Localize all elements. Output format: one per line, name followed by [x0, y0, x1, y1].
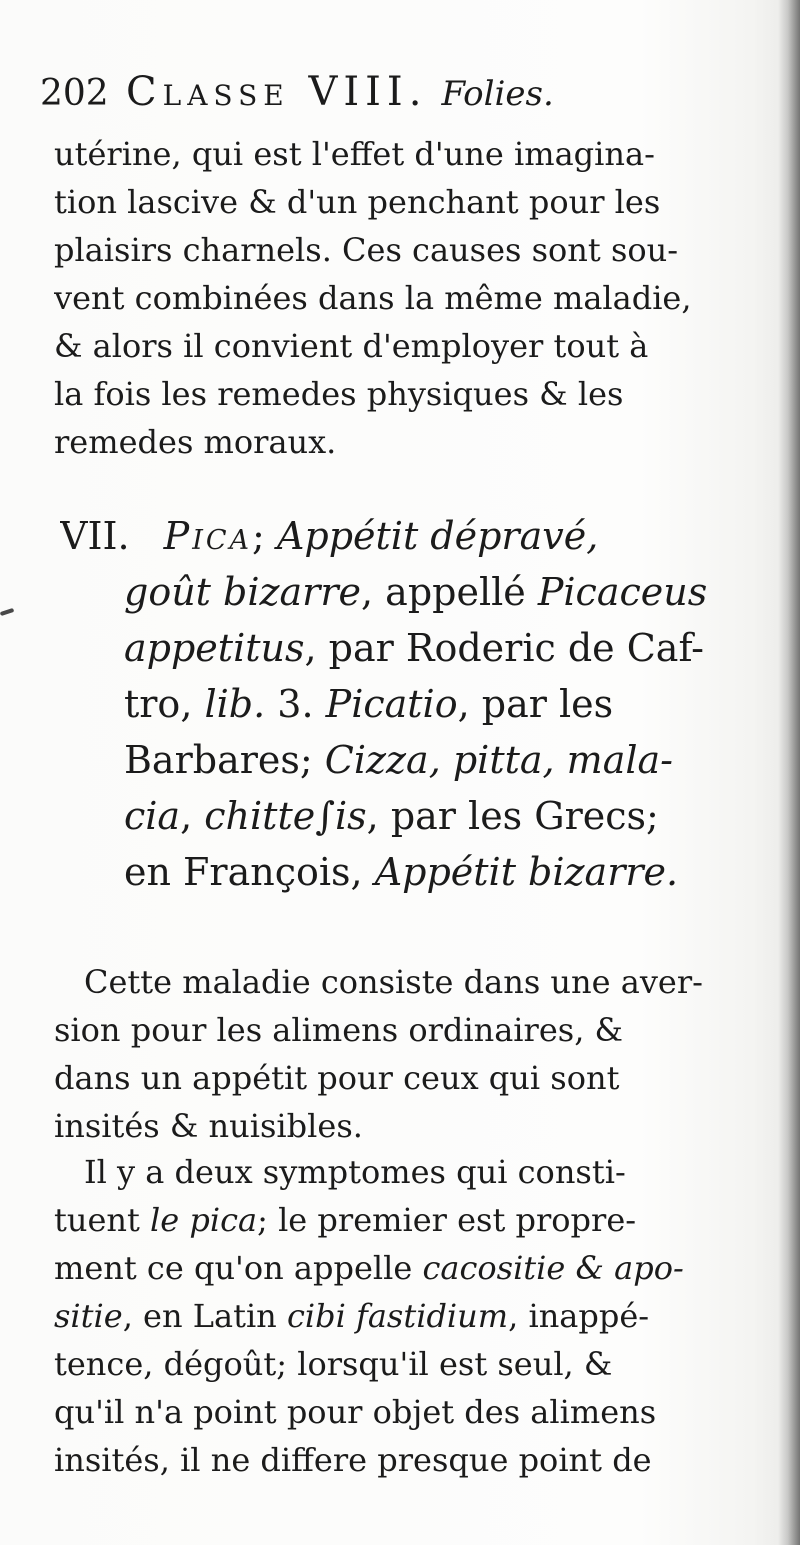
text-line: tion lascive & d'un penchant pour les: [54, 183, 661, 221]
entry-text: , appellé: [361, 570, 538, 614]
text-line: utérine, qui est l'effet d'une imagina-: [54, 135, 655, 173]
text-line: la fois les remedes physiques & les: [54, 375, 624, 413]
text-run: ; le premier est propre-: [257, 1201, 637, 1239]
entry-synonym: goût bizarre: [124, 570, 361, 614]
entry-latin: cia: [124, 794, 181, 838]
text-italic: cacositie: [422, 1249, 566, 1287]
text-italic: apo-: [614, 1249, 684, 1287]
entry-synonym: Appétit dépravé,: [276, 514, 599, 558]
paragraph-2: [54, 958, 766, 1150]
entry-synonym: Appétit bizarre.: [374, 850, 679, 894]
text-run: , en Latin: [122, 1297, 287, 1335]
entry-text: tro,: [124, 682, 205, 726]
text-italic: &: [565, 1249, 615, 1287]
text-line: qu'il n'a point pour objet des alimens: [54, 1393, 657, 1431]
entry-line: [60, 564, 770, 620]
entry-text: , par les: [457, 682, 614, 726]
entry-line: [60, 620, 770, 676]
entry-text: , par Roderic de Caf-: [304, 626, 705, 670]
text-line: dans un appétit pour ceux qui sont: [54, 1059, 620, 1097]
text-run: tuent: [54, 1201, 151, 1239]
paragraph-3: [54, 1148, 766, 1484]
entry-line: [60, 788, 770, 844]
section-title: Folies.: [441, 74, 554, 114]
entry-line: [60, 732, 770, 788]
text-line: Il y a deux symptomes qui consti-: [84, 1153, 626, 1191]
margin-mark: [0, 608, 14, 616]
entry-latin: appetitus: [124, 626, 305, 670]
running-head: [40, 64, 760, 120]
text-line: insités, il ne differe presque point de: [54, 1441, 652, 1479]
entry-name: Pica: [163, 514, 253, 558]
text-line: vent combinées dans la même maladie,: [54, 279, 692, 317]
entry-line: [60, 676, 770, 732]
entry-punct: ;: [252, 514, 277, 558]
text-line: insités & nuisibles.: [54, 1107, 363, 1145]
entry-latin: Picatio: [325, 682, 458, 726]
text-line: & alors il convient d'employer tout à: [54, 327, 649, 365]
entry-greek: chitte∫is: [204, 794, 367, 838]
entry-text: ,: [180, 794, 205, 838]
text-line: [54, 1292, 766, 1340]
entry-text: 3.: [265, 682, 326, 726]
text-run: , inappé-: [508, 1297, 650, 1335]
class-title: Classe VIII.: [126, 69, 428, 115]
entry-text: Barbares;: [124, 738, 325, 782]
text-line: remedes moraux.: [54, 423, 337, 461]
entry-latin: Picaceus: [537, 570, 708, 614]
text-line: [54, 1244, 766, 1292]
entry-latin: Cizza, pitta, mala-: [324, 738, 674, 782]
entry-numeral: VII.: [60, 514, 130, 558]
page-number: 202: [40, 73, 109, 114]
entry-heading-line: [60, 508, 770, 564]
text-line: Cette maladie consiste dans une aver-: [84, 963, 703, 1001]
text-line: sion pour les alimens ordinaires, &: [54, 1011, 624, 1049]
paragraph-1: [54, 130, 766, 466]
entry-text: en François,: [124, 850, 375, 894]
text-line: [54, 1196, 766, 1244]
text-line: tence, dégoût; lorsqu'il est seul, &: [54, 1345, 613, 1383]
entry-text: , par les Grecs;: [366, 794, 659, 838]
text-run: ment ce qu'on appelle: [54, 1249, 423, 1287]
entry-line: [60, 844, 770, 900]
text-line: plaisirs charnels. Ces causes sont sou-: [54, 231, 679, 269]
disease-entry: [60, 508, 770, 900]
page-gutter-shadow: [778, 0, 800, 1545]
text-italic: cibi fastidium: [286, 1297, 509, 1335]
entry-ref: lib.: [204, 682, 266, 726]
text-italic: sitie: [54, 1297, 123, 1335]
text-italic: le pica: [150, 1201, 258, 1239]
